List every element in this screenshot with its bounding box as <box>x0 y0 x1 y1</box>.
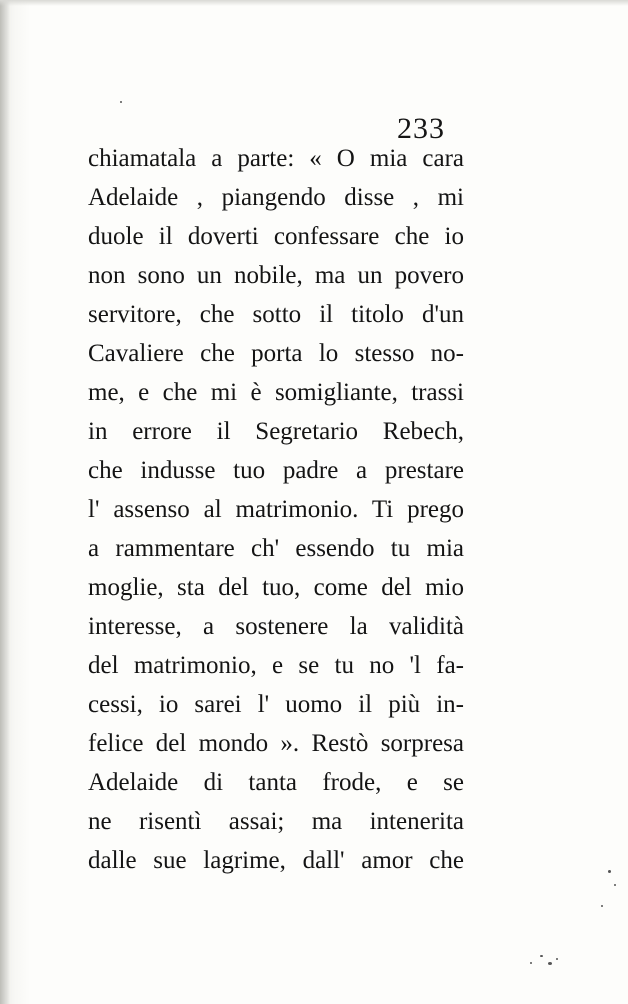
text-line: chiamatala a parte: « O mia cara <box>88 145 464 172</box>
text-line: a rammentare ch' essendo tu mia <box>88 535 464 562</box>
text-line: cessi, io sarei l' uomo il più in- <box>88 691 464 718</box>
body-text <box>88 139 464 880</box>
text-line: dalle sue lagrime, dall' amor che <box>88 847 464 874</box>
page-top-edge <box>0 0 628 6</box>
page-number: 233 <box>397 112 445 145</box>
text-line: non sono un nobile, ma un povero <box>88 262 464 289</box>
paper-speck <box>614 884 616 886</box>
spine-shadow <box>0 0 10 1004</box>
text-line: Cavaliere che porta lo stesso no- <box>88 340 464 367</box>
text-line: me, e che mi è somigliante, trassi <box>88 379 464 406</box>
text-line: che indusse tuo padre a prestare <box>88 457 464 484</box>
paper-speck <box>120 101 122 103</box>
paper-speck <box>540 955 543 957</box>
text-line: l' assenso al matrimonio. Ti prego <box>88 496 464 523</box>
text-line: Adelaide di tanta frode, e se <box>88 769 464 796</box>
text-line: in errore il Segretario Rebech, <box>88 418 464 445</box>
text-line: ne risentì assai; ma intenerita <box>88 808 464 835</box>
text-line: duole il doverti confessare che io <box>88 223 464 250</box>
paper-speck <box>530 962 532 964</box>
text-line: servitore, che sotto il titolo d'un <box>88 301 464 328</box>
paper-speck <box>608 870 611 873</box>
text-line: felice del mondo ». Restò sorpresa <box>88 730 464 757</box>
text-line: interesse, a sostenere la validità <box>88 613 464 640</box>
paper-speck <box>601 905 603 907</box>
text-line: Adelaide , piangendo disse , mi <box>88 184 464 211</box>
text-line: del matrimonio, e se tu no 'l fa- <box>88 652 464 679</box>
paper-speck <box>556 958 558 960</box>
text-line: moglie, sta del tuo, come del mio <box>88 574 464 601</box>
paper-speck <box>548 962 552 965</box>
